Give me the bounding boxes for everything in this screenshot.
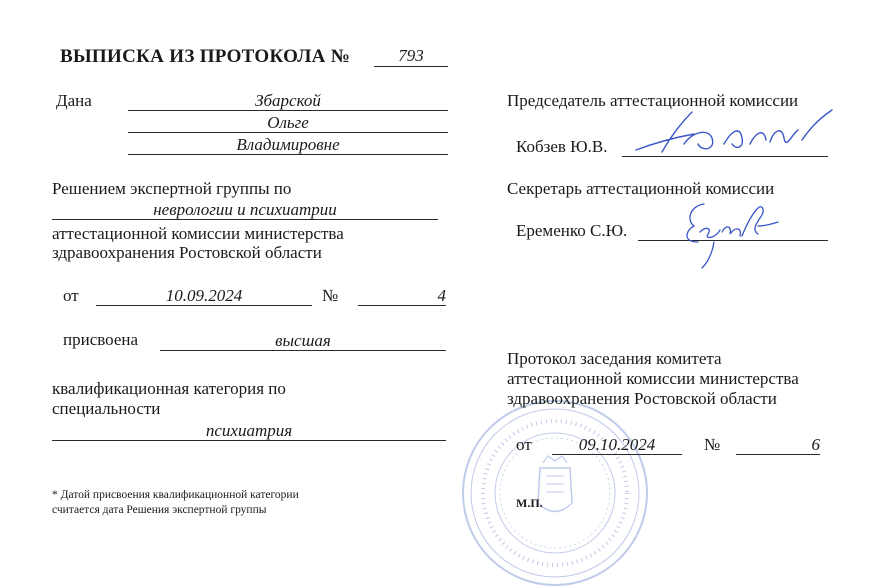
committee-date: 09.10.2024 (578, 435, 656, 454)
decision-line2: аттестационной комиссии министерства (52, 224, 344, 243)
decision-number-label: № (322, 286, 339, 305)
document-title: ВЫПИСКА ИЗ ПРОТОКОЛА № (60, 46, 351, 67)
secretary-signature (672, 196, 782, 272)
specialty-value: психиатрия (205, 421, 293, 440)
chairman-signature (632, 104, 837, 160)
recipient-label: Дана (56, 91, 92, 110)
category-value: высшая (275, 331, 331, 350)
recipient-patronymic: Владимировне (236, 135, 340, 154)
category-text-line1: квалификационная категория по (52, 379, 286, 398)
expert-group: неврологии и психиатрии (153, 200, 337, 219)
committee-number-label: № (704, 435, 721, 454)
protocol-number-line (374, 66, 448, 67)
footnote-line1: * Датой присвоения квалификационной категории (52, 489, 299, 501)
committee-date-label: от (516, 435, 532, 454)
assigned-label: присвоена (63, 330, 139, 349)
secretary-name: Еременко С.Ю. (516, 221, 628, 240)
chairman-title: Председатель аттестационной комиссии (507, 91, 799, 110)
recipient-surname: Збарской (255, 91, 321, 110)
stamp-label: М.П. (516, 496, 543, 510)
protocol-number: 793 (398, 46, 424, 65)
committee-line2: аттестационной комиссии министерства (507, 369, 799, 388)
official-seal (460, 398, 650, 588)
committee-line3: здравоохранения Ростовской области (507, 389, 777, 408)
committee-line1: Протокол заседания комитета (507, 349, 722, 368)
category-text-line2: специальности (52, 399, 161, 418)
secretary-title: Секретарь аттестационной комиссии (507, 179, 775, 198)
footnote-line2: считается дата Решения экспертной группы (52, 504, 267, 516)
recipient-name: Ольге (267, 113, 309, 132)
decision-line1: Решением экспертной группы по (52, 179, 292, 198)
committee-number: 6 (811, 435, 820, 454)
chairman-name: Кобзев Ю.В. (516, 137, 608, 156)
decision-date-label: от (63, 286, 79, 305)
decision-line3: здравоохранения Ростовской области (52, 243, 322, 262)
decision-date: 10.09.2024 (165, 286, 243, 305)
decision-number: 4 (437, 286, 446, 305)
